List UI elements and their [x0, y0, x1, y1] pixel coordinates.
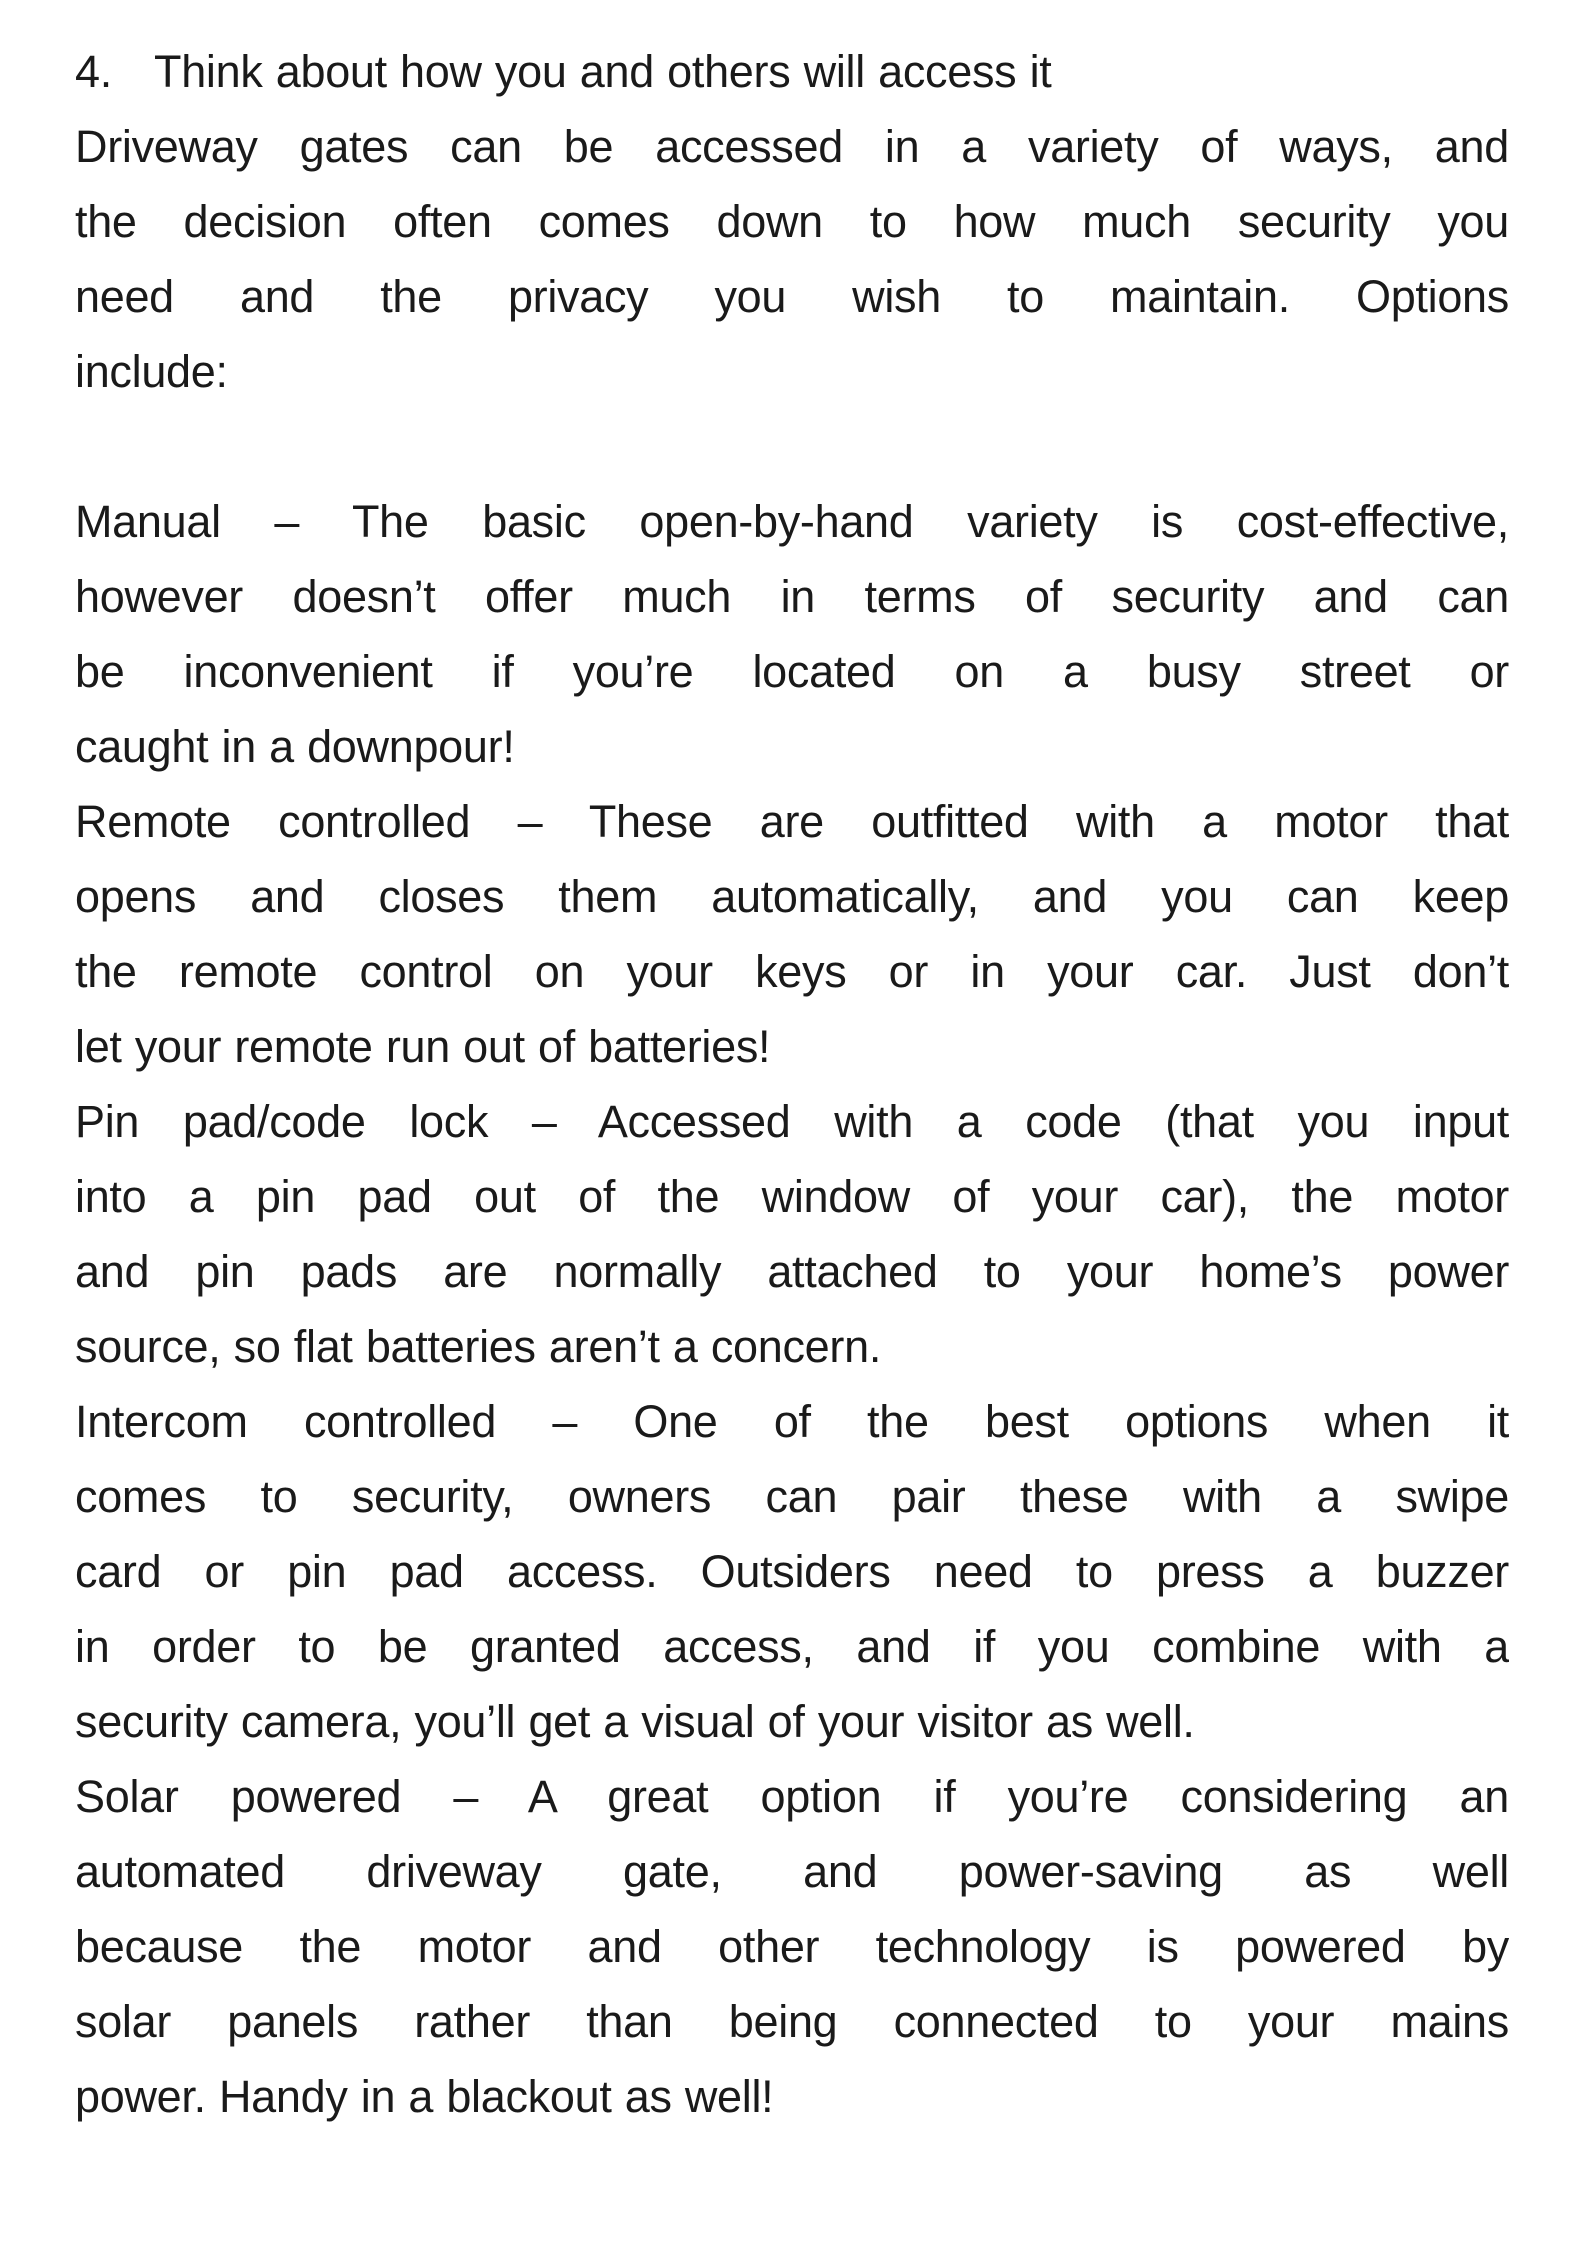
text-line: include:	[75, 346, 228, 397]
text-line: however doesn’t offer much in terms of security and can	[75, 571, 1509, 622]
text-line: the remote control on your keys or in your car. Just don’t	[75, 946, 1509, 997]
heading-number: 4.	[75, 46, 112, 97]
text-line: opens and closes them automatically, and you can keep	[75, 871, 1509, 922]
text-line: source, so flat batteries aren’t a concern.	[75, 1321, 882, 1372]
text-line: Intercom controlled – One of the best options when it	[75, 1396, 1509, 1447]
text-line: comes to security, owners can pair these with a swipe	[75, 1471, 1509, 1522]
text-line: and pin pads are normally attached to your home’s power	[75, 1246, 1509, 1297]
text-line: power. Handy in a blackout as well!	[75, 2071, 774, 2122]
text-line: into a pin pad out of the window of your car), the motor	[75, 1171, 1509, 1222]
text-line: Remote controlled – These are outfitted with a motor that	[75, 796, 1509, 847]
heading-title: Think about how you and others will access it	[154, 46, 1052, 97]
text-line: solar panels rather than being connected to your mains	[75, 1996, 1509, 2047]
section-heading	[75, 34, 1509, 109]
paragraph-gap	[75, 409, 1509, 484]
text-line: card or pin pad access. Outsiders need to press a buzzer	[75, 1546, 1509, 1597]
text-line: security camera, you’ll get a visual of your visitor as well.	[75, 1696, 1195, 1747]
text-line: caught in a downpour!	[75, 721, 515, 772]
text-line: Pin pad/code lock – Accessed with a code (that you input	[75, 1096, 1509, 1147]
text-line: Driveway gates can be accessed in a variety of ways, and	[75, 121, 1509, 172]
text-line: because the motor and other technology is powered by	[75, 1921, 1509, 1972]
text-line: need and the privacy you wish to maintain. Options	[75, 271, 1509, 322]
text-line: Manual – The basic open-by-hand variety is cost-effective,	[75, 496, 1509, 547]
text-line: in order to be granted access, and if you combine with a	[75, 1621, 1509, 1672]
article-body	[75, 109, 1509, 2134]
text-line: the decision often comes down to how much security you	[75, 196, 1509, 247]
text-line: be inconvenient if you’re located on a busy street or	[75, 646, 1509, 697]
text-line: let your remote run out of batteries!	[75, 1021, 771, 1072]
text-line: Solar powered – A great option if you’re considering an	[75, 1771, 1509, 1822]
text-line: automated driveway gate, and power-saving as well	[75, 1846, 1509, 1897]
